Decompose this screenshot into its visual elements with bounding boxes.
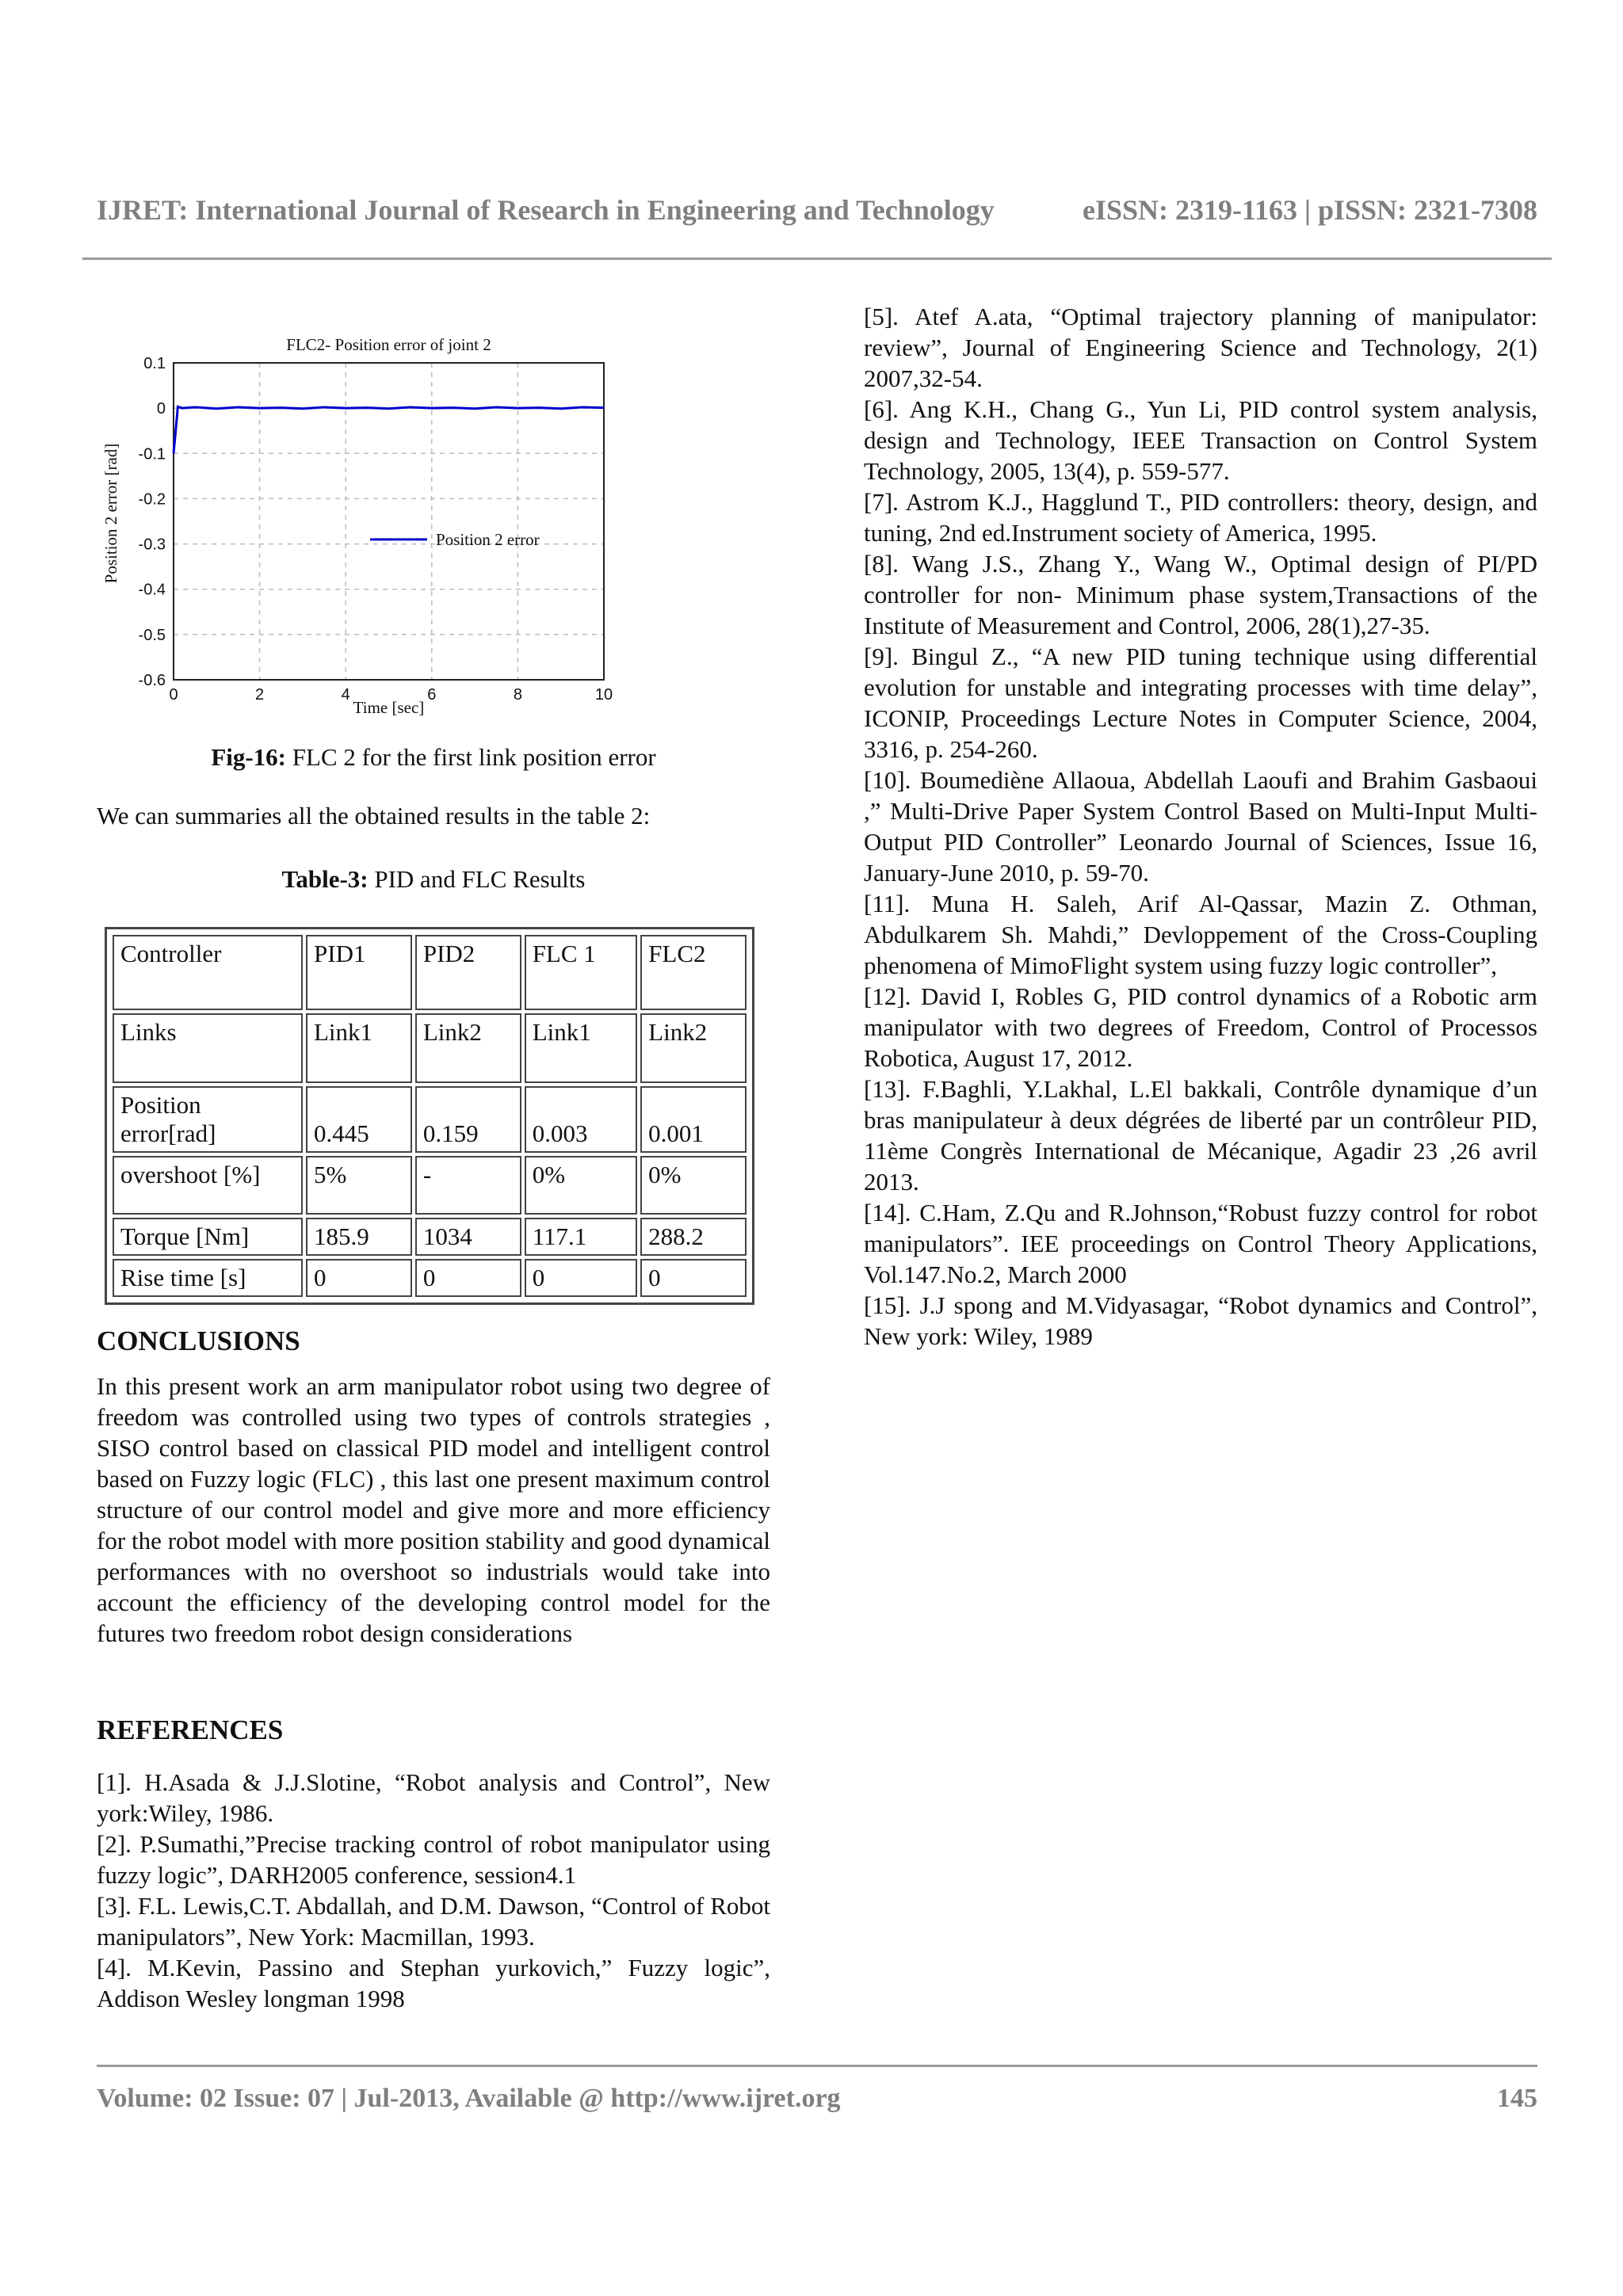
reference-item: [7]. Astrom K.J., Hagglund T., PID controllers: theory, design, and tuning, 2nd ed.Instrument society of America, 1995.	[864, 488, 1537, 547]
y-tick-label: -0.2	[138, 490, 166, 509]
table-title	[97, 865, 770, 894]
y-tick-label: -0.1	[138, 445, 166, 463]
figure-caption-label: Fig-16:	[211, 743, 287, 771]
reference-item: [1]. H.Asada & J.J.Slotine, “Robot analysis and Control”, New york:Wiley, 1986.	[97, 1768, 770, 1827]
references-heading: REFERENCES	[97, 1714, 284, 1745]
footer-divider	[97, 2065, 1537, 2067]
y-axis-label: Position 2 error [rad]	[101, 443, 120, 584]
x-tick-label: 4	[341, 686, 350, 704]
issn: eISSN: 2319-1163 | pISSN: 2321-7308	[1083, 194, 1537, 226]
table-cell: Link1	[525, 1013, 637, 1083]
table-row	[113, 1259, 747, 1297]
table-cell: PID1	[306, 935, 412, 1010]
table-cell: 117.1	[525, 1218, 637, 1256]
results-table	[109, 932, 750, 1300]
right-column	[864, 301, 1537, 1352]
table-cell: 0.001	[640, 1086, 747, 1153]
table-cell: -	[415, 1156, 521, 1215]
table-cell: 185.9	[306, 1218, 412, 1256]
conclusions-text: In this present work an arm manipulator robot using two degree of freedom was controlled using two types of controls strategies , SISO control based on classical PID model and intelligent control based on Fuzzy logic (FLC) , this last one present maximum control structure of our control model and give more and more efficiency for the robot model with more position stability and good dynamical performances with no overshoot so industrials would take into account the efficiency of the developing control model for the futures two freedom robot design considerations	[97, 1372, 770, 1647]
summary-text: We can summaries all the obtained results in the table 2:	[97, 802, 651, 830]
table-cell: 0	[640, 1259, 747, 1297]
x-axis-label: Time [sec]	[353, 698, 425, 717]
table-cell: 0.003	[525, 1086, 637, 1153]
reference-item: [15]. J.J spong and M.Vidyasagar, “Robot dynamics and Control”, New york: Wiley, 1989	[864, 1291, 1537, 1350]
y-tick-label: -0.6	[138, 672, 166, 689]
reference-item: [6]. Ang K.H., Chang G., Yun Li, PID control system analysis, design and Technology, IEEE Transaction on Control System Technology, 2005, 13(4), p. 559-577.	[864, 395, 1537, 485]
reference-item: [13]. F.Baghli, Y.Lakhal, L.El bakkali, Contrôle dynamique d’un bras manipulateur à deux dégrées de liberté par un contrôleur PID, 11ème Congrès International de Mécanique, Agadir 23 ,26 avril 2013.	[864, 1075, 1537, 1196]
x-tick-label: 8	[513, 686, 522, 704]
table-cell: Controller	[113, 935, 303, 1010]
page-header	[97, 193, 1537, 227]
table-cell: Rise time [s]	[113, 1259, 303, 1297]
results-table-frame	[105, 927, 754, 1305]
y-tick-label: 0.1	[143, 355, 166, 372]
series-line	[174, 406, 604, 453]
table-cell: 0	[306, 1259, 412, 1297]
table-cell: Link2	[640, 1013, 747, 1083]
conclusions-heading: CONCLUSIONS	[97, 1325, 300, 1356]
reference-item: [8]. Wang J.S., Zhang Y., Wang W., Optimal design of PI/PD controller for non- Minimum phase system,Transactions of the Institute of Measurement and Control, 2006, 28(1),27-35.	[864, 550, 1537, 639]
table-cell: 0	[525, 1259, 637, 1297]
table-cell: 0%	[525, 1156, 637, 1215]
header-divider	[82, 257, 1552, 260]
table-cell: overshoot [%]	[113, 1156, 303, 1215]
table-cell: 5%	[306, 1156, 412, 1215]
reference-item: [5]. Atef A.ata, “Optimal trajectory planning of manipulator: review”, Journal of Engineering Science and Technology, 2(1) 2007,32-54.	[864, 303, 1537, 392]
references-left	[97, 1767, 770, 2014]
table-row	[113, 1086, 747, 1153]
table-row	[113, 935, 747, 1010]
x-tick-label: 10	[594, 686, 613, 704]
table-row	[113, 1013, 747, 1083]
x-tick-label: 2	[255, 686, 265, 704]
reference-item: [14]. C.Ham, Z.Qu and R.Johnson,“Robust fuzzy control for robot manipulators”. IEE proceedings on Control Theory Applications, Vol.147.No.2, March 2000	[864, 1199, 1537, 1288]
table-title-text: PID and FLC Results	[374, 865, 586, 893]
volume-info: Volume: 02 Issue: 07 | Jul-2013, Available @ http://www.ijret.org	[97, 2084, 841, 2113]
table-cell: 1034	[415, 1218, 521, 1256]
figure-caption	[97, 743, 770, 772]
table-cell: Links	[113, 1013, 303, 1083]
table-cell: Torque [Nm]	[113, 1218, 303, 1256]
reference-item: [9]. Bingul Z., “A new PID tuning technique using differential evolution for unstable and integrating processes with time delay”, ICONIP, Proceedings Lecture Notes in Computer Science, 2004, 3316, p. 254-260.	[864, 643, 1537, 763]
table-cell: Link1	[306, 1013, 412, 1083]
reference-item: [2]. P.Sumathi,”Precise tracking control of robot manipulator using fuzzy logic”, DARH2005 conference, session4.1	[97, 1830, 770, 1889]
plot-frame	[174, 363, 604, 680]
chart-title: FLC2- Position error of joint 2	[286, 335, 491, 354]
x-tick-label: 0	[169, 686, 178, 704]
legend-label: Position 2 error	[436, 529, 540, 549]
table-row	[113, 1156, 747, 1215]
table-cell: FLC2	[640, 935, 747, 1010]
reference-item: [10]. Boumediène Allaoua, Abdellah Laoufi and Brahim Gasbaoui ,” Multi-Drive Paper System Control Based on Multi-Input Multi-Output PID Controller” Leonardo Journal of Sciences, Issue 16, January-June 2010, p. 59-70.	[864, 766, 1537, 887]
table-cell: PID2	[415, 935, 521, 1010]
y-tick-label: 0	[156, 400, 166, 418]
reference-item: [11]. Muna H. Saleh, Arif Al-Qassar, Mazin Z. Othman, Abdulkarem Sh. Mahdi,” Devloppement of the Cross-Coupling phenomena of MimoFlight system using fuzzy logic controller”,	[864, 890, 1537, 979]
figure-caption-text: FLC 2 for the first link position error	[292, 743, 656, 771]
reference-item: [12]. David I, Robles G, PID control dynamics of a Robotic arm manipulator with two degrees of Freedom, Control of Processos Robotica, August 17, 2012.	[864, 982, 1537, 1072]
journal-title: IJRET: International Journal of Research in Engineering and Technology	[97, 194, 995, 226]
figure-chart	[97, 301, 651, 729]
position-error-chart	[97, 301, 651, 729]
table-cell: Link2	[415, 1013, 521, 1083]
table-cell: 288.2	[640, 1218, 747, 1256]
table-cell: Position error[rad]	[113, 1086, 303, 1153]
table-cell: 0	[415, 1259, 521, 1297]
page-footer	[97, 2084, 1537, 2114]
table-label: Table-3:	[281, 865, 369, 893]
y-tick-label: -0.4	[138, 581, 166, 599]
table-cell: 0%	[640, 1156, 747, 1215]
table-cell: FLC 1	[525, 935, 637, 1010]
table-cell: 0.159	[415, 1086, 521, 1153]
table-cell: 0.445	[306, 1086, 412, 1153]
reference-item: [3]. F.L. Lewis,C.T. Abdallah, and D.M. Dawson, “Control of Robot manipulators”, New York: Macmillan, 1993.	[97, 1892, 770, 1951]
page-number: 145	[1497, 2084, 1537, 2113]
y-tick-label: -0.5	[138, 626, 166, 644]
table-row	[113, 1218, 747, 1256]
y-tick-label: -0.3	[138, 536, 166, 554]
x-tick-label: 6	[427, 686, 437, 704]
reference-item: [4]. M.Kevin, Passino and Stephan yurkovich,” Fuzzy logic”, Addison Wesley longman 1998	[97, 1954, 770, 2012]
